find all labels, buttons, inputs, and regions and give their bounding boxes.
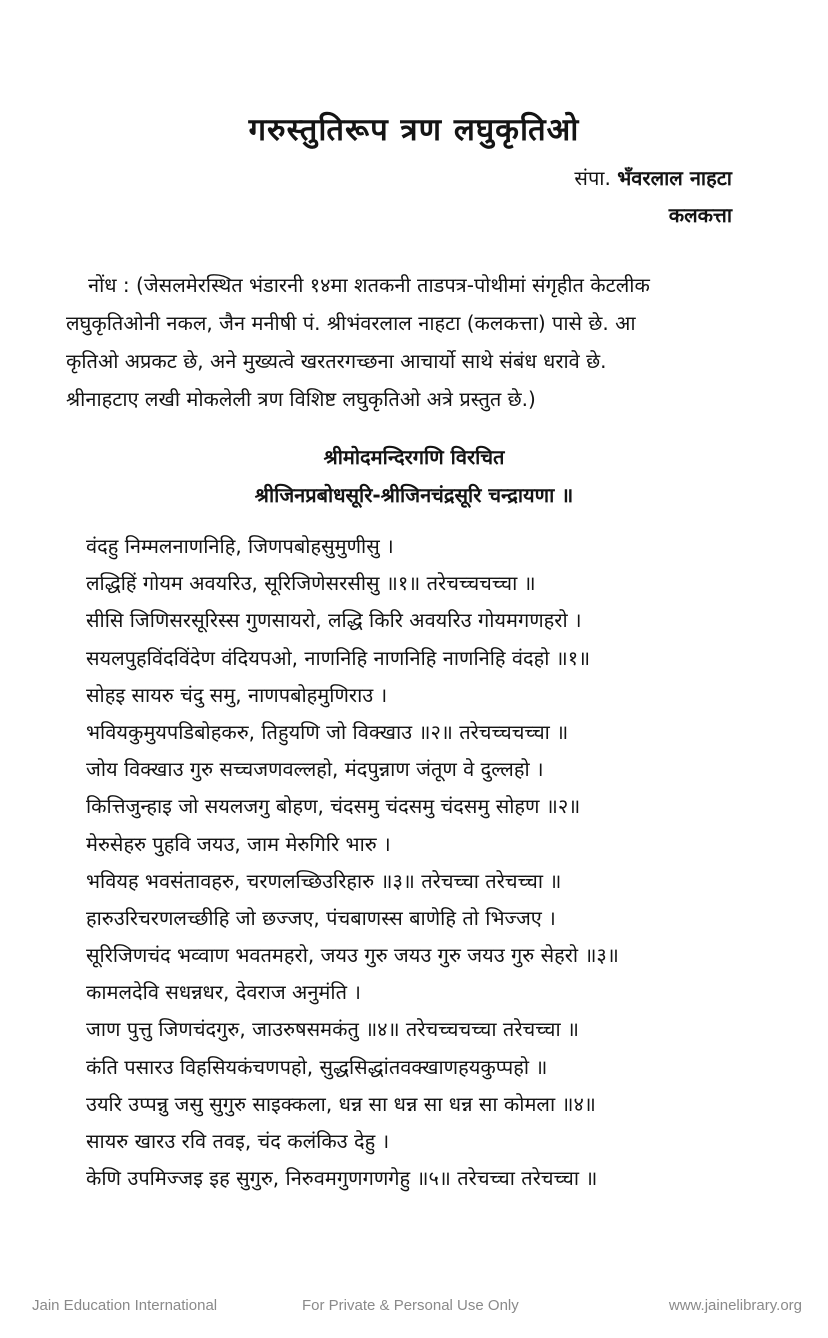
verse-line: सायरु खारउ रवि तवइ, चंद कलंकिउ देहु ।	[86, 1129, 390, 1153]
verse-line: सोहइ सायरु चंदु समु, नाणपबोहमुणिराउ ।	[86, 682, 388, 707]
verse-line: कामलदेवि सधन्नधर, देवराज अनुमंति ।	[86, 980, 361, 1005]
footer-website[interactable]: www.jainelibrary.org	[668, 1297, 802, 1314]
verse-line: सयलपुहविंदविंदेण वंदियपओ, नाणनिहि नाणनिहि नाणनिहि वंदहो ॥१॥	[86, 645, 591, 670]
verse-line: भवियह भवसंतावहरु, चरणलच्छिउरिहारु ॥३॥ तरेचच्चा तरेचच्चा ॥	[86, 868, 562, 893]
verse-line: केणि उपमिज्जइ इह सुगुरु, निरुवमगुणगणगेहु ॥५॥ तरेचच्चा तरेचच्चा ॥	[86, 1166, 598, 1191]
editorial-note	[66, 266, 756, 418]
note-line: लघुकृतिओनी नकल, जैन मनीषी पं. श्रीभंवरलाल नाहटा (कलकत्ता) पासे छे. आ	[66, 311, 636, 335]
editor-credit	[574, 164, 732, 191]
footer-publisher: Jain Education International	[32, 1297, 218, 1314]
verse-line: कंति पसारउ विहसियकंचणपहो, सुद्धसिद्धांतवक्खाणहयकुप्पहो ॥	[86, 1054, 548, 1079]
editor-name: भँवरलाल नाहटा	[617, 166, 732, 190]
verse-line: मेरुसेहरु पुहवि जयउ, जाम मेरुगिरि भारु ।	[86, 831, 391, 856]
poem-title: श्रीजिनप्रबोधसूरि-श्रीजिनचंद्रसूरि चन्द्रायणा ॥	[254, 483, 574, 507]
verse-line: सूरिजिणचंद भव्वाण भवतमहरो, जयउ गुरु जयउ गुरु जयउ गुरु सेहरो ॥३॥	[86, 943, 619, 968]
verse-line: लद्धिहिं गोयम अवयरिउ, सूरिजिणेसरसीसु ॥१॥ तरेचच्चचच्चा ॥	[86, 571, 536, 596]
section-heading: श्रीमोदमन्दिरगणि विरचित	[323, 445, 505, 469]
verse-line: हारुउरिचरणलच्छीहि जो छज्जए, पंचबाणस्स बाणेहि तो भिज्जए ।	[86, 905, 556, 930]
note-line: कृतिओ अप्रकट छे, अने मुख्यत्वे खरतरगच्छना आचार्यो साथे संबंध धरावे छे.	[66, 349, 607, 373]
note-line: श्रीनाहटाए लखी मोकलेली त्रण विशिष्ट लघुकृतिओ अत्रे प्रस्तुत छे.)	[66, 387, 536, 411]
editor-place: कलकत्ता	[668, 203, 732, 227]
note-line: नोंध : (जेसलमेरस्थित भंडारनी १४मा शतकनी ताडपत्र-पोथीमां संगृहीत केटलीक	[88, 273, 650, 297]
editor-prefix: संपा.	[574, 166, 611, 190]
verse-line: सीसि जिणिसरसूरिस्स गुणसायरो, लद्धि किरि अवयरिउ गोयमगणहरो ।	[86, 608, 582, 633]
verse-line: जाण पुत्तु जिणचंदगुरु, जाउरुषसमकंतु ॥४॥ तरेचच्चचच्चा तरेचच्चा ॥	[86, 1017, 579, 1042]
footer-usage-note: For Private & Personal Use Only	[302, 1297, 519, 1314]
verse-line: भवियकुमुयपडिबोहकरु, तिहुयणि जो विक्खाउ ॥२॥ तरेचच्चचच्चा ॥	[86, 719, 569, 744]
page-title: गरुस्तुतिरूप त्रण लघुकृतिओ	[248, 112, 580, 148]
verse-line: जोय विक्खाउ गुरु सच्चजणवल्लहो, मंदपुन्नाण जंतूण वे दुल्लहो ।	[86, 757, 544, 782]
verse-line: कित्तिजुन्हाइ जो सयलजगु बोहण, चंदसमु चंदसमु चंदसमु सोहण ॥२॥	[86, 794, 581, 819]
verse-block	[86, 528, 746, 1197]
verse-line: उयरि उप्पन्नु जसु सुगुरु साइक्कला, धन्न सा धन्न सा धन्न सा कोमला ॥४॥	[86, 1091, 596, 1116]
verse-line: वंदहु निम्मलनाणनिहि, जिणपबोहसुमुणीसु ।	[86, 534, 394, 558]
